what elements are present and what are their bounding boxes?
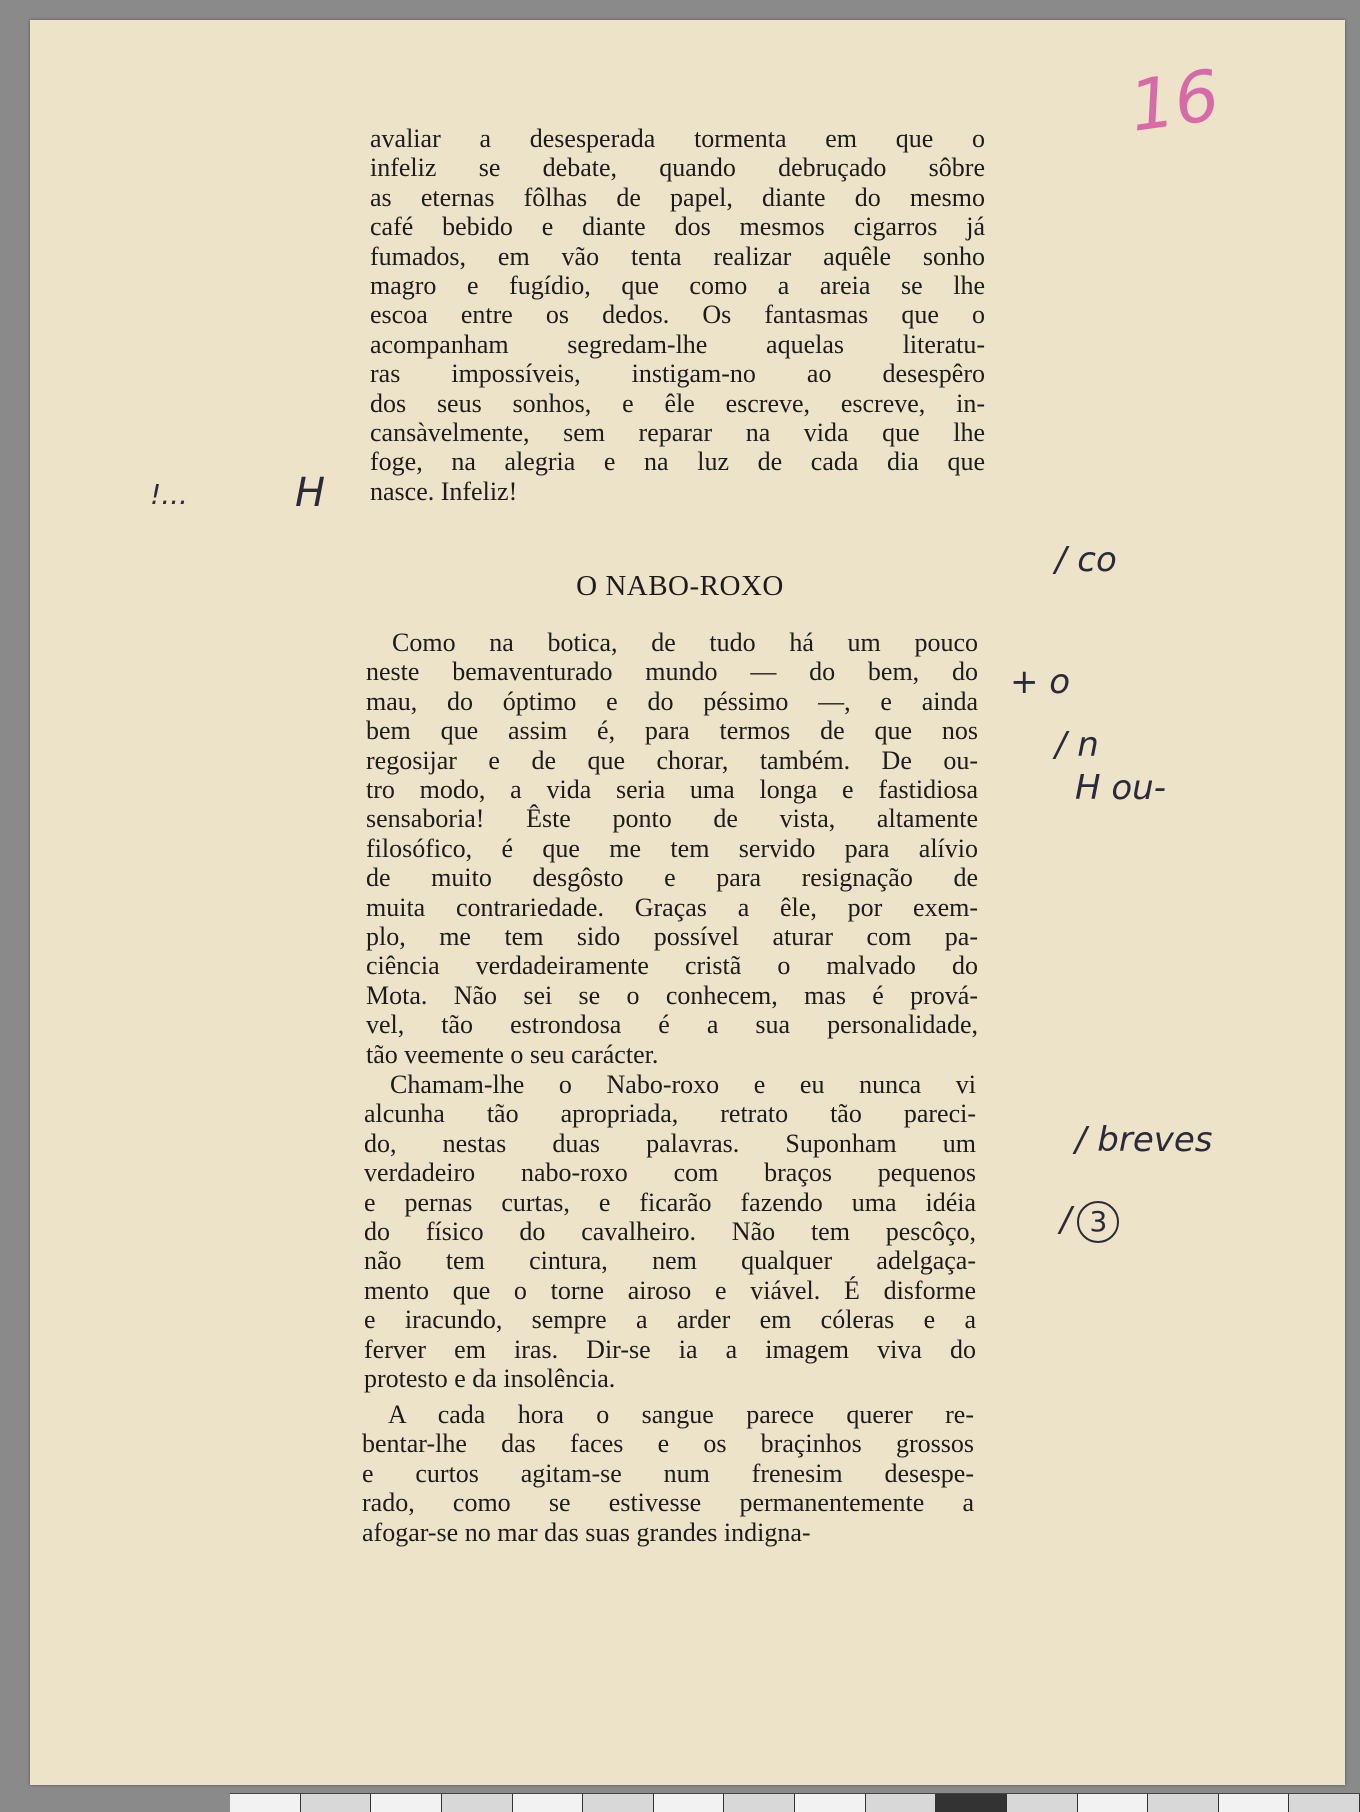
text-line: rado, como se estivesse permanentemente a — [362, 1488, 974, 1518]
text-line: ferver em iras. Dir-se ia a imagem viva do — [364, 1334, 976, 1364]
annotation-right-6-slash: / — [1060, 1200, 1072, 1240]
text-line: regosijar e de que chorar, também. De ou- — [366, 745, 978, 775]
text-line: afogar-se no mar das suas grandes indigna- — [362, 1517, 811, 1547]
text-line: neste bemaventurado mundo — do bem, do — [366, 657, 978, 687]
text-line: Mota. Não sei se o conhecem, mas é prová- — [366, 980, 978, 1010]
text-line: plo, me tem sido possível aturar com pa- — [366, 922, 978, 952]
text-line: foge, na alegria e na luz de cada dia que — [370, 447, 985, 477]
section-title: O NABO-ROXO — [576, 570, 784, 602]
text-line: bentar-lhe das faces e os braçinhos grossos — [362, 1429, 974, 1459]
text-line: sensaboria! Êste ponto de vista, altamente — [366, 804, 978, 834]
text-line: fumados, em vão tenta realizar aquêle sonho — [370, 241, 985, 271]
text-line: não tem cintura, nem qualquer adelgaça- — [364, 1246, 976, 1276]
annotation-left-h: H — [295, 470, 326, 516]
text-line: e curtos agitam-se num frenesim desespe- — [362, 1458, 974, 1488]
text-line: mento que o torne airoso e viável. É disforme — [364, 1275, 976, 1305]
text-line: de muito desgôsto e para resignação de — [366, 863, 978, 893]
text-line: A cada hora o sangue parece querer re- — [388, 1400, 974, 1429]
text-line: verdadeiro nabo-roxo com braços pequenos — [364, 1158, 976, 1188]
paragraph-3 — [362, 1400, 974, 1547]
text-line: escoa entre os dedos. Os fantasmas que o — [370, 300, 985, 330]
text-line: acompanham segredam-lhe aquelas literatu- — [370, 329, 985, 359]
annotation-right-6 — [1060, 1200, 1119, 1243]
text-line: muita contrariedade. Graças a êle, por exem- — [366, 892, 978, 922]
text-line: e pernas curtas, e ficarão fazendo uma idéia — [364, 1187, 976, 1217]
text-line: protesto e da insolência. — [364, 1364, 616, 1394]
annotation-right-2: + o — [1010, 662, 1071, 702]
text-line: dos seus sonhos, e êle escreve, escreve, in- — [370, 388, 985, 418]
text-line: do físico do cavalheiro. Não tem pescôço, — [364, 1217, 976, 1247]
continuation-text — [370, 124, 985, 506]
text-line: avaliar a desesperada tormenta em que o — [370, 124, 985, 153]
text-line: ciência verdadeiramente cristã o malvado do — [366, 951, 978, 981]
text-line: as eternas fôlhas de papel, diante do mesmo — [370, 182, 985, 212]
text-line: alcunha tão apropriada, retrato tão pareci- — [364, 1099, 976, 1129]
text-line: Como na botica, de tudo há um pouco — [392, 628, 978, 657]
text-line: filosófico, é que me tem servido para alívio — [366, 833, 978, 863]
text-line: Chamam-lhe o Nabo-roxo e eu nunca vi — [390, 1070, 976, 1099]
text-line: tro modo, a vida seria uma longa e fastidiosa — [366, 775, 978, 805]
annotation-right-1: / co — [1055, 540, 1117, 580]
text-line: café bebido e diante dos mesmos cigarros já — [370, 212, 985, 242]
annotation-left-exclaim: !... — [150, 478, 188, 511]
text-line: tão veemente o seu carácter. — [366, 1039, 659, 1069]
text-line: nasce. Infeliz! — [370, 476, 518, 506]
text-line: bem que assim é, para termos de que nos — [366, 716, 978, 746]
paragraph-1 — [366, 628, 978, 1069]
text-line: do, nestas duas palavras. Suponham um — [364, 1128, 976, 1158]
page-number: 16 — [1124, 54, 1225, 148]
annotation-right-4: H ou- — [1075, 768, 1166, 808]
paragraph-2 — [364, 1070, 976, 1393]
text-line: infeliz se debate, quando debruçado sôbre — [370, 153, 985, 183]
annotation-right-5: / breves — [1075, 1120, 1213, 1160]
text-line: e iracundo, sempre a arder em cóleras e a — [364, 1305, 976, 1335]
scale-ruler — [230, 1793, 1360, 1812]
text-line: cansàvelmente, sem reparar na vida que lhe — [370, 418, 985, 448]
text-line: magro e fugídio, que como a areia se lhe — [370, 271, 985, 301]
text-line: vel, tão estrondosa é a sua personalidade, — [366, 1010, 978, 1040]
text-line: mau, do óptimo e do péssimo —, e ainda — [366, 686, 978, 716]
text-line: ras impossíveis, instigam-no ao desespêro — [370, 359, 985, 389]
circled-number: 3 — [1077, 1201, 1119, 1243]
annotation-right-3: / n — [1055, 725, 1099, 765]
